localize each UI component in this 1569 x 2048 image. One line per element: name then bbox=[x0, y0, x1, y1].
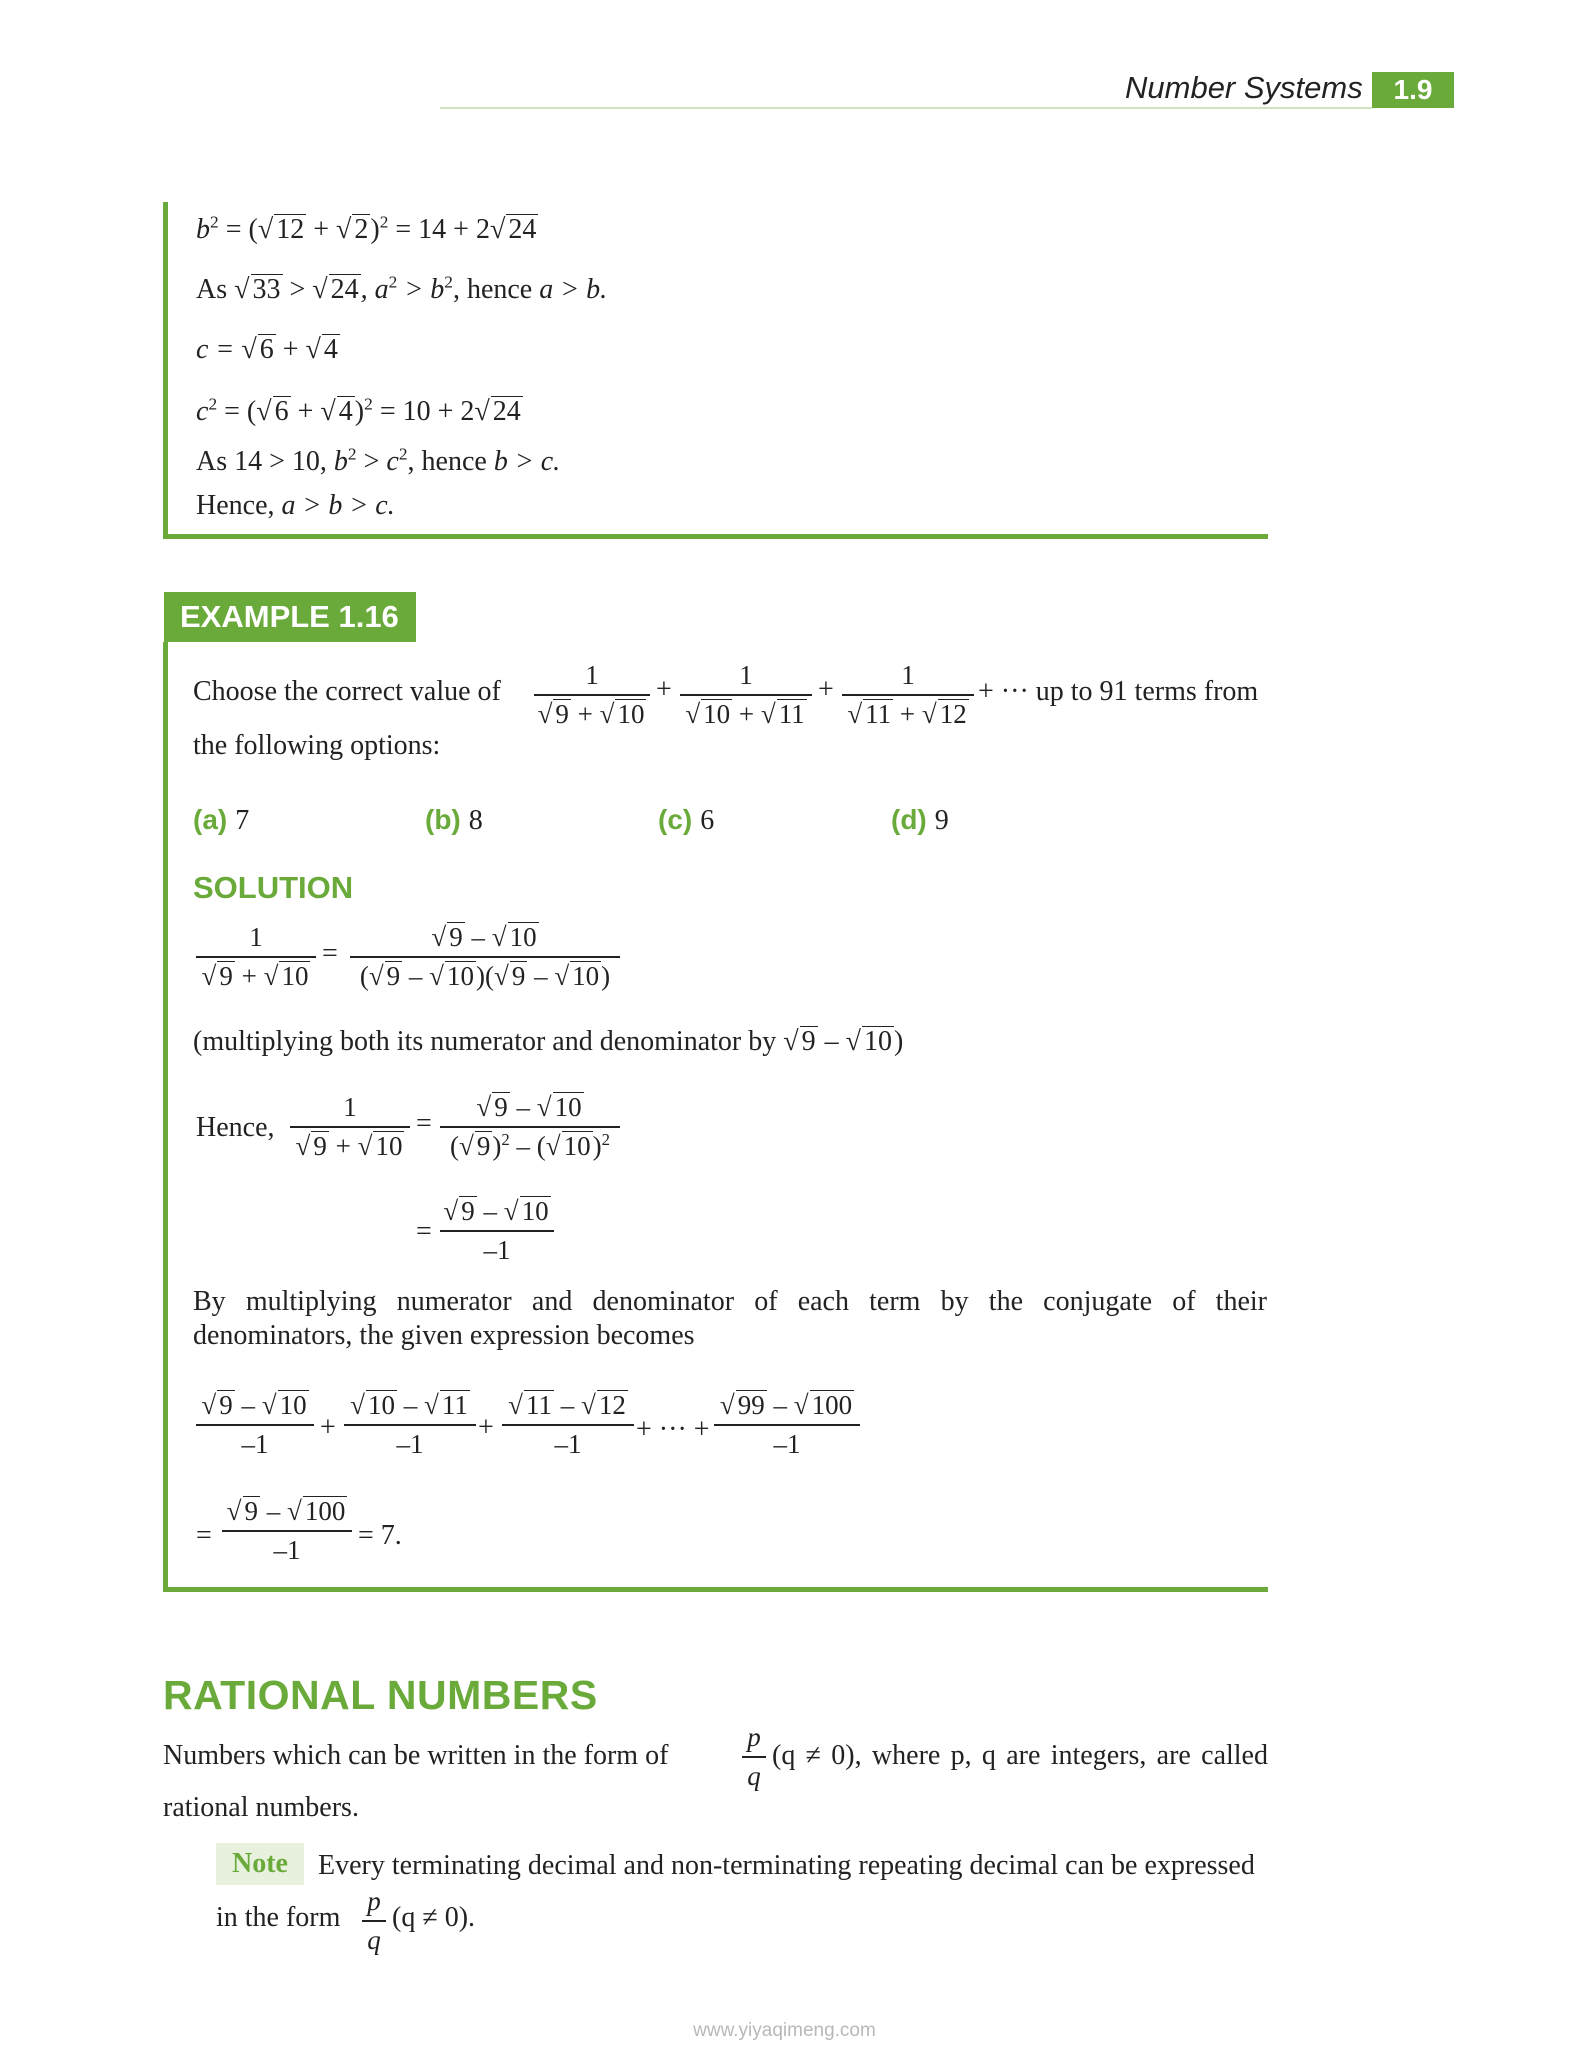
running-head: Number Systems bbox=[1125, 70, 1363, 105]
series-term-last: √ 99 – √ 100 –1 bbox=[714, 1390, 860, 1460]
question-term-2: 1 √ 10 + √ 11 bbox=[680, 660, 812, 730]
final-fraction: √ 9 – √ 100 –1 bbox=[222, 1496, 352, 1566]
plus-sign: + bbox=[478, 1412, 494, 1443]
definition-prefix: Numbers which can be written in the form of bbox=[163, 1740, 669, 1771]
explanation-line-2: denominators, the given expression becomes bbox=[193, 1320, 695, 1351]
series-ellipsis: + ··· + bbox=[636, 1414, 710, 1445]
series-term-2: √ 10 – √ 11 –1 bbox=[344, 1390, 476, 1460]
equals-sign: = bbox=[322, 938, 338, 969]
page-number: 1.9 bbox=[1372, 72, 1454, 108]
multiplying-note: (multiplying both its numerator and denominator by √ 9 – √ 10) bbox=[193, 1026, 904, 1057]
header-rule bbox=[440, 107, 1372, 109]
note-text: Every terminating decimal and non-terminating repeating decimal can be expressed bbox=[318, 1850, 1255, 1881]
option-d[interactable]: (d) 9 bbox=[891, 804, 949, 836]
compare-a-b-line: As √ 33 > √ 24, $a^2 > b^2$, hence a > b. bbox=[196, 272, 608, 305]
solution-heading: SOLUTION bbox=[193, 870, 354, 905]
example-label: EXAMPLE 1.16 bbox=[164, 592, 416, 642]
note-line-2: in the form bbox=[216, 1902, 341, 1933]
question-line-2: the following options: bbox=[193, 730, 441, 761]
plus-sign: + bbox=[656, 674, 672, 705]
c-definition-line: c = √ 6 + √ 4 bbox=[196, 334, 338, 365]
watermark: www.yiyaqimeng.com bbox=[693, 2020, 876, 2041]
section-title: RATIONAL NUMBERS bbox=[163, 1672, 598, 1718]
series-term-3: √ 11 – √ 12 –1 bbox=[502, 1390, 634, 1460]
equals-sign: = bbox=[416, 1108, 432, 1139]
step2-lhs: 1 √ 9 + √ 10 bbox=[290, 1092, 410, 1162]
explanation-line-1: By multiplying numerator and denominator of each term by the conjugate of their bbox=[193, 1286, 1267, 1317]
series-term-1: √ 9 – √ 10 –1 bbox=[196, 1390, 314, 1460]
step3-fraction: √ 9 – √ 10 –1 bbox=[440, 1196, 554, 1266]
example-left-border bbox=[163, 642, 168, 1592]
equals-sign: = bbox=[416, 1216, 432, 1247]
equals-sign: = bbox=[196, 1520, 212, 1551]
definition-condition: (q ≠ 0), where p, q are integers, are called bbox=[772, 1740, 1268, 1771]
option-c[interactable]: (c) 6 bbox=[658, 804, 715, 836]
c-squared-line: $c^2$ = (√ 6 + √ 4)$^2$ = 10 + 2√ 24 bbox=[196, 394, 521, 427]
definition-line-2: rational numbers. bbox=[163, 1792, 359, 1823]
option-a[interactable]: (a) 7 bbox=[193, 804, 250, 836]
step1-lhs: 1 √ 9 + √ 10 bbox=[196, 922, 316, 992]
b-squared-line: $b^2$ = (√ 12 + √ 2)$^2$ = 14 + 2√ 24 bbox=[196, 212, 537, 245]
final-result: = 7. bbox=[358, 1520, 402, 1551]
note-label: Note bbox=[216, 1843, 304, 1885]
question-term-3: 1 √ 11 + √ 12 bbox=[842, 660, 974, 730]
step1-rhs: √ 9 – √ 10 (√ 9 – √ 10)(√ 9 – √ 10) bbox=[350, 922, 620, 992]
question-suffix: + ··· up to 91 terms from bbox=[978, 676, 1259, 707]
plus-sign: + bbox=[320, 1412, 336, 1443]
option-b[interactable]: (b) 8 bbox=[425, 804, 483, 836]
note-p-over-q: p q bbox=[362, 1886, 386, 1956]
step2-rhs: √ 9 – √ 10 (√ 9)$^2$ – (√ 10)$^2$ bbox=[440, 1092, 620, 1162]
box-bottom-border bbox=[163, 534, 1268, 539]
question-term-1: 1 √ 9 + √ 10 bbox=[534, 660, 650, 730]
hence-label: Hence, bbox=[196, 1112, 275, 1143]
plus-sign: + bbox=[818, 674, 834, 705]
box-left-border bbox=[163, 202, 168, 538]
question-prefix: Choose the correct value of bbox=[193, 676, 501, 707]
note-condition: (q ≠ 0). bbox=[392, 1902, 476, 1933]
p-over-q: p q bbox=[742, 1722, 766, 1792]
conclusion-line: Hence, a > b > c. bbox=[196, 490, 395, 521]
example-bottom-border bbox=[163, 1587, 1268, 1592]
compare-b-c-line: As 14 > 10, $b^2 > c^2$, hence b > c. bbox=[196, 444, 561, 477]
